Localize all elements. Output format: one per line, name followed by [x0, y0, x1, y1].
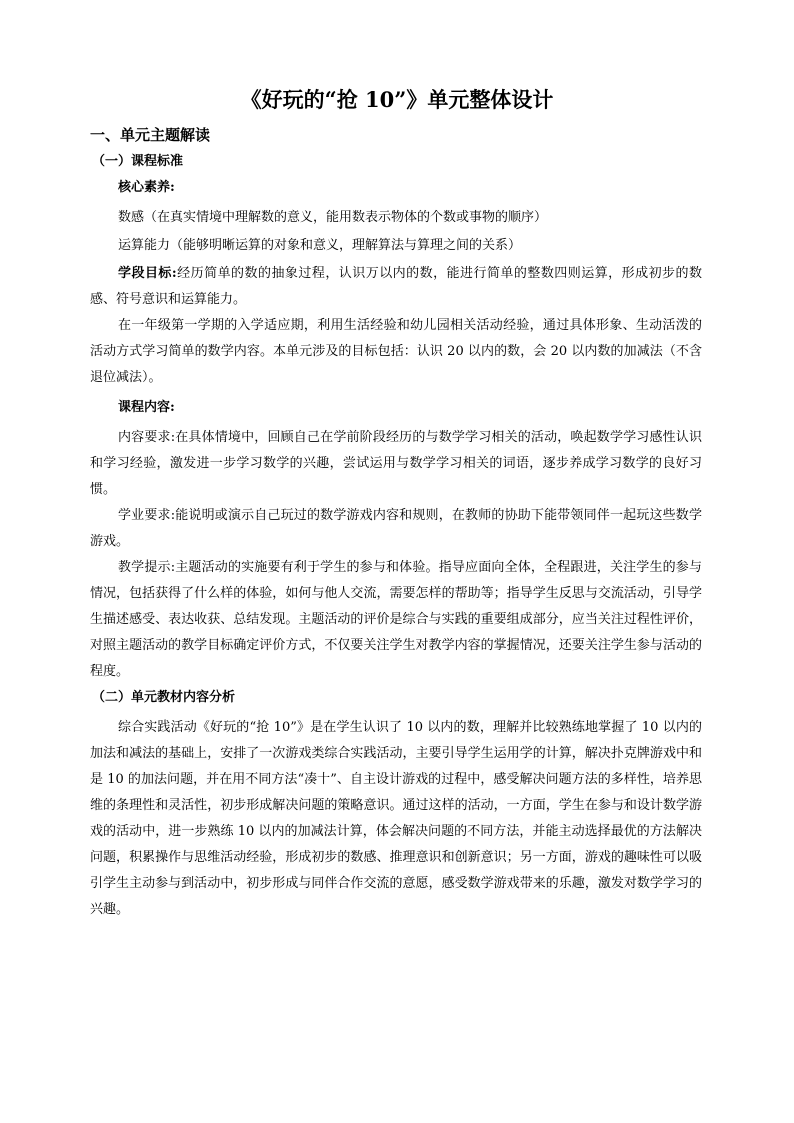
subsection-heading-curriculum-standard: （一）课程标准 — [92, 154, 184, 169]
course-content-heading: 课程内容: — [118, 400, 175, 415]
core-item-number-sense: 数感（在真实情境中理解数的意义，能用数表示物体的个数或事物的顺序） — [118, 210, 548, 225]
core-item-operation-ability: 运算能力（能够明晰运算的对象和意义，理解算法与算理之间的关系） — [118, 238, 522, 253]
content-requirement-text: 在具体情境中，回顾自己在学前阶段经历的与数学学习相关的活动，唤起数学学习感性认识和学习经验，激发进一步学习数学的兴趣，尝试运用与数学学习相关的词语，逐步养成学习数学的良好习惯。 — [90, 430, 702, 497]
material-analysis-paragraph: 综合实践活动《好玩的“抢 10”》是在学生认识了 10 以内的数，理解并比较熟练地掌握了 10 以内的加法和减法的基础上，安排了一次游戏类综合实践活动，主要引导学生运用学的计算，解决扑克牌游戏中和是 10 的加法问题，并在用不同方法“凑十”、自主设计游戏的过程中，感受解决问题方法的多样性，培养思维的条理性和灵活性，初步形成解决问题的策略意识。通过这样的活动，一方面，学生在参与和设计数学游戏的活动中，进一步熟练 10 以内的加减法计算，体会解决问题的不同方法，并能主动选择最优的方法解决问题，积累操作与思维活动经验，形成初步的数感、推理意识和创新意识；另一方面，游戏的趣味性可以吸引学生主动参与到活动中，初步形成与同伴合作交流的意愿，感受数学游戏带来的乐趣，激发对数学学习的兴趣。 — [90, 720, 702, 917]
document-title: 《好玩的“抢 10”》单元整体设计 — [240, 87, 554, 112]
stage-goal-paragraph — [90, 261, 702, 313]
academic-requirement-text: 能说明或演示自己玩过的数学游戏内容和规则，在教师的协助下能带领同伴一起玩这些数学游戏。 — [90, 508, 702, 549]
subsection-heading-material-analysis: （二）单元教材内容分析 — [92, 690, 236, 705]
intro-paragraph: 在一年级第一学期的入学适应期，利用生活经验和幼儿园相关活动经验，通过具体形象、生动活泼的活动方式学习简单的数学内容。本单元涉及的目标包括：认识 20 以内的数，会 20 以内数的加减法（不含退位减法）。 — [90, 318, 702, 385]
academic-requirement-lead: 学业要求: — [118, 508, 176, 523]
content-requirement-paragraph — [90, 425, 702, 503]
document-body — [90, 125, 702, 923]
core-literacy-heading: 核心素养: — [118, 180, 175, 195]
teaching-tip-lead: 教学提示: — [118, 560, 176, 575]
section-heading-unit-theme: 一、单元主题解读 — [90, 126, 211, 144]
teaching-tip-paragraph — [90, 555, 702, 685]
stage-goal-text: 经历简单的数的抽象过程，认识万以内的数，能进行简单的整数四则运算，形成初步的数感、符号意识和运算能力。 — [90, 266, 702, 307]
teaching-tip-text: 主题活动的实施要有利于学生的参与和体验。指导应面向全体，全程跟进，关注学生的参与情况，包括获得了什么样的体验，如何与他人交流，需要怎样的帮助等；指导学生反思与交流活动，引导学生描述感受、表达收获、总结发现。主题活动的评价是综合与实践的重要组成部分，应当关注过程性评价，对照主题活动的教学目标确定评价方式，不仅要关注学生对教学内容的掌握情况，还要关注学生参与活动的程度。 — [90, 560, 702, 679]
academic-requirement-paragraph — [90, 503, 702, 555]
stage-goal-lead: 学段目标: — [118, 266, 177, 281]
content-requirement-lead: 内容要求: — [118, 430, 176, 445]
